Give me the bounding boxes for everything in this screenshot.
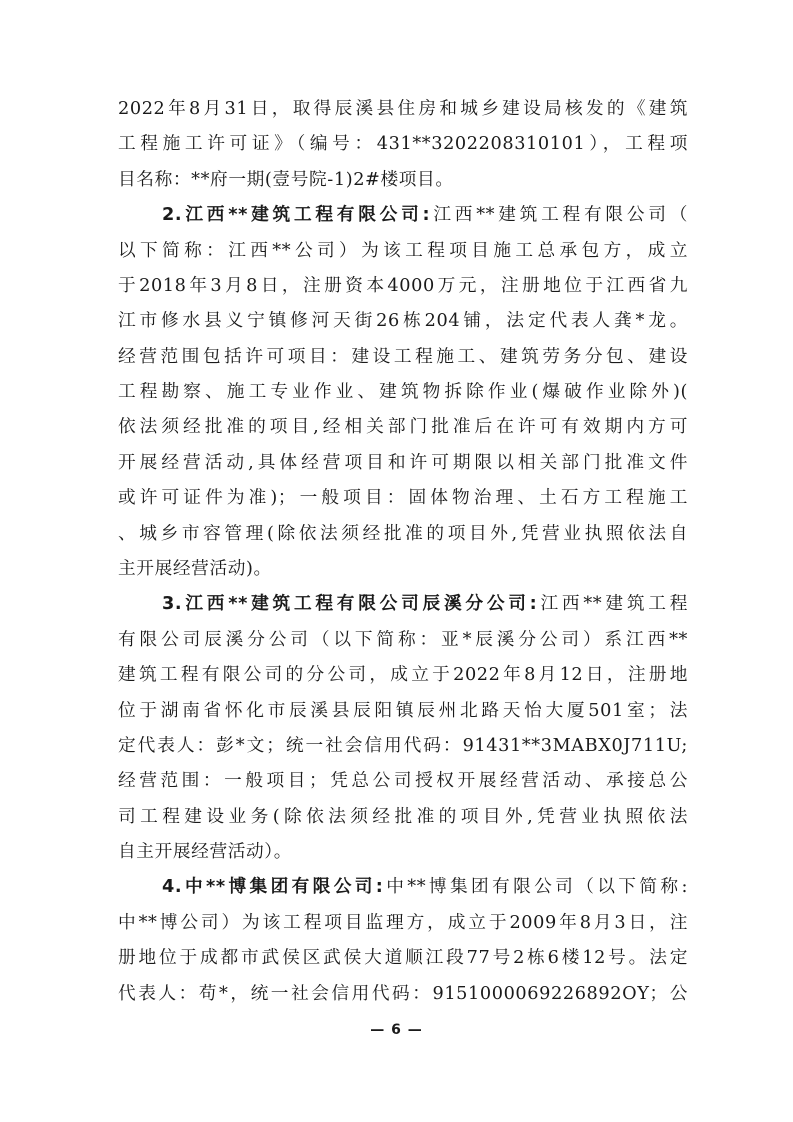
paragraph-line: 目名称：**府一期(壹号院-1)2#楼项目。 <box>118 169 454 190</box>
paragraph-line: 册地位于成都市武侯区武侯大道顺江段77号2栋6楼12号。法定 <box>118 948 688 969</box>
paragraph-line: 有限公司辰溪分公司（以下简称：亚*辰溪分公司）系江西** <box>118 629 688 650</box>
paragraph-line: 江市修水县义宁镇修河天街26栋204铺，法定代表人龚*龙。 <box>118 311 688 332</box>
paragraph-line: 中**博公司）为该工程项目监理方，成立于2009年8月3日，注 <box>118 912 688 933</box>
paragraph-line: 2022年8月31日，取得辰溪县住房和城乡建设局核发的《建筑 <box>118 99 688 119</box>
section-text: 江西**建筑工程有限公司（ <box>430 205 688 226</box>
paragraph-line: 或许可证件为准)；一般项目：固体物治理、土石方工程施工 <box>118 488 688 509</box>
paragraph-line: 自主开展经营活动）。 <box>118 842 293 863</box>
paragraph-line: 于2018年3月8日，注册资本4000万元，注册地位于江西省九 <box>118 275 688 296</box>
paragraph-line: 工程勘察、施工专业作业、建筑物拆除作业(爆破作业除外)( <box>118 382 688 403</box>
section-first-line <box>162 870 688 905</box>
paragraph-line: 主开展经营活动)。 <box>118 559 272 579</box>
section-text: 中**博集团有限公司（以下简称: <box>383 877 688 898</box>
section-first-line <box>162 587 688 622</box>
paragraph-line: 代表人：苟*，统一社会信用代码：9151000069226892OY；公 <box>118 983 688 1004</box>
paragraph-line: 工程施工许可证》（编号：431**3202208310101），工程项 <box>118 134 688 155</box>
section-text: 江西**建筑工程 <box>537 594 688 615</box>
paragraph-line: 经营范围包括许可项目：建设工程施工、建筑劳务分包、建设 <box>118 346 688 367</box>
section-heading: 2.江西**建筑工程有限公司: <box>162 205 431 226</box>
paragraph-line: 定代表人：彭*文；统一社会信用代码：91431**3MABX0J711U; <box>118 735 688 756</box>
paragraph-line: 依法须经批准的项目,经相关部门批准后在许可有效期内方可 <box>118 417 688 438</box>
paragraph-line: 开展经营活动,具体经营项目和许可期限以相关部门批准文件 <box>118 452 688 473</box>
paragraph-line: 建筑工程有限公司的分公司，成立于2022年8月12日，注册地 <box>118 665 688 686</box>
section-heading: 3.江西**建筑工程有限公司辰溪分公司: <box>162 594 538 615</box>
paragraph-line: 位于湖南省怀化市辰溪县辰阳镇辰州北路天怡大厦501室；法 <box>118 700 688 721</box>
section-first-line <box>162 198 688 233</box>
paragraph-line: 经营范围：一般项目；凭总公司授权开展经营活动、承接总公 <box>118 771 688 792</box>
page-number: — 6 — <box>370 1022 423 1038</box>
section-heading: 4.中**博集团有限公司: <box>162 877 384 898</box>
paragraph-line: 司工程建设业务(除依法须经批准的项目外,凭营业执照依法 <box>118 806 688 827</box>
paragraph-line: 、城乡市容管理(除依法须经批准的项目外,凭营业执照依法自 <box>118 523 688 544</box>
paragraph-line: 以下简称：江西**公司）为该工程项目施工总承包方，成立 <box>118 240 688 261</box>
